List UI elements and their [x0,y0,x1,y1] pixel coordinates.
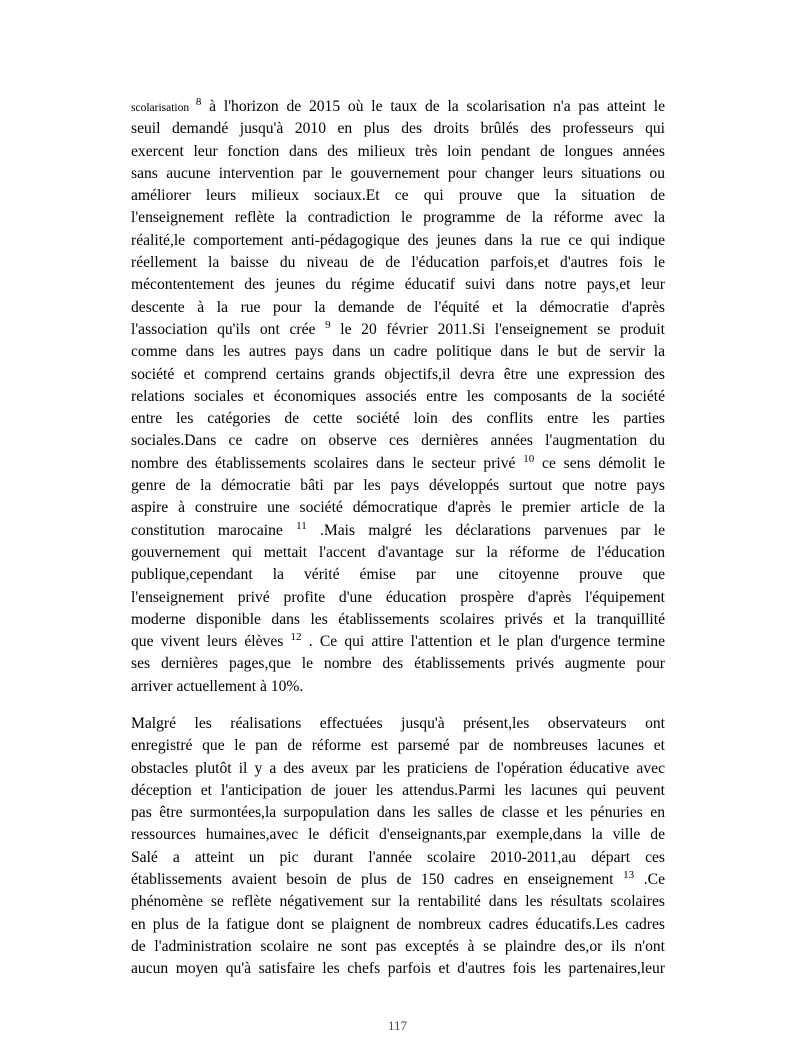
text-line [131,408,665,430]
text-line [131,735,665,757]
text-line [131,713,665,735]
text-segment: en plus de la fatigue dont se plaignent de nombreux cadres éducatifs.Les cadres [131,915,665,933]
text-line [131,958,665,980]
text-segment: scolarisation [131,102,196,114]
text-segment: établissements avaient besoin de plus de 150 cadres en enseignement [131,871,624,889]
text-line [131,430,665,452]
text-line [131,914,665,936]
text-segment: mécontentement des jeunes du régime éducatif suivi dans notre pays,et leur [131,276,665,294]
text-line [131,163,665,185]
text-line [131,869,665,891]
text-segment: améliorer leurs milieux sociaux.Et ce qui prouve que la situation de [131,187,665,205]
text-segment: l'association qu'ils ont crée [131,320,326,338]
text-line [131,780,665,802]
text-line [131,758,665,780]
text-segment: à l'horizon de 2015 où le taux de la scolarisation n'a pas atteint le [201,98,665,115]
text-line [131,364,665,386]
text-segment: que vivent leurs élèves [131,633,291,651]
text-segment: exercent leur fonction dans des milieux très loin pendant de longues années [131,142,665,160]
text-line [131,230,665,252]
text-segment: société et comprend certains grands objectifs,il devra être une expression des [131,365,665,383]
text-line [131,564,665,586]
text-line [131,824,665,846]
text-line [131,475,665,497]
text-segment: . Ce qui attire l'attention et le plan d'urgence termine [301,633,666,651]
text-line [131,847,665,869]
footnote-reference: 12 [290,631,302,644]
text-segment: obstacles plutôt il y a des aveux par les praticiens de l'opération éducative avec [131,759,665,777]
text-segment: relations sociales et économiques associés entre les composants de la société [131,387,665,405]
text-segment: aspire à construire une société démocratique d'après le premier article de la [131,499,665,517]
text-segment: nombre des établissements scolaires dans le secteur privé [131,454,524,472]
text-line [131,297,665,319]
text-segment: gouvernement qui mettait l'accent d'avantage sur la réforme de l'éducation [131,543,665,561]
text-line [131,802,665,824]
text-segment: Salé a atteint un pic durant l'année scolaire 2010-2011,au départ ces [131,848,665,866]
text-segment: enregistré que le pan de réforme est parsemé par de nombreuses lacunes et [131,737,665,755]
text-line [131,609,665,631]
footnote-reference: 11 [296,519,307,532]
text-line [131,96,665,118]
text-segment: descente à la rue pour la demande de l'équité et la démocratie d'après [131,298,665,316]
text-segment: comme dans les autres pays dans un cadre politique dans le but de servir la [131,343,665,361]
text-line [131,453,665,475]
text-segment: de l'administration scolaire ne sont pas exceptés à se plaindre des,or ils n'ont [131,937,665,955]
text-line [131,631,665,653]
page-number: 117 [387,1018,408,1033]
text-segment: entre les catégories de cette société loin des conflits entre les parties [131,410,665,428]
paragraph-1 [131,96,665,698]
text-line [131,936,665,958]
text-line [131,587,665,609]
text-segment: .Ce [634,871,665,889]
text-line [131,141,665,163]
footnote-reference: 10 [523,452,535,465]
text-segment: l'enseignement privé profite d'une éducation prospère d'après l'équipement [131,588,665,606]
text-segment: moderne disponible dans les établissements scolaires privés et la tranquillité [131,610,665,628]
text-line [131,274,665,296]
text-line [131,891,665,913]
text-segment: seuil demandé jusqu'à 2010 en plus des droits brûlés des professeurs qui [131,120,665,138]
text-line [131,207,665,229]
text-segment: genre de la démocratie bâti par les pays développés surtout que notre pays [131,477,665,495]
text-line [131,676,665,698]
footnote-reference: 9 [325,318,331,331]
text-segment: l'enseignement reflète la contradiction le programme de la réforme avec la [131,209,665,227]
text-segment: ses dernières pages,que le nombre des établissements privés augmente pour [131,655,665,673]
text-line [131,653,665,675]
text-line [131,341,665,363]
text-segment: réellement la baisse du niveau de de l'éducation parfois,et d'autres fois le [131,254,665,272]
text-segment: constitution marocaine [131,521,297,539]
text-line [131,118,665,140]
footnote-reference: 13 [623,869,635,882]
text-line [131,542,665,564]
text-line [131,497,665,519]
text-segment: sociales.Dans ce cadre on observe ces dernières années l'augmentation du [131,432,665,450]
text-line [131,185,665,207]
text-line [131,319,665,341]
text-segment: pas être surmontées,la surpopulation dans les salles de classe et les pénuries en [131,804,665,822]
text-segment: phénomène se reflète négativement sur la rentabilité dans les résultats scolaires [131,893,665,911]
text-segment: .Mais malgré les déclarations parvenues par le [306,521,665,539]
paragraph-2 [131,713,665,981]
text-segment: publique,cependant la vérité émise par une citoyenne prouve que [131,566,665,584]
text-segment: aucun moyen qu'à satisfaire les chefs parfois et d'autres fois les partenaires,leur [131,960,665,978]
text-segment: Malgré les réalisations effectuées jusqu'à présent,les observateurs ont [131,715,665,732]
text-line [131,520,665,542]
text-line [131,252,665,274]
text-segment: réalité,le comportement anti-pédagogique des jeunes dans la rue ce qui indique [131,231,665,249]
text-segment: le 20 février 2011.Si l'enseignement se produit [330,320,665,338]
text-segment: ressources humaines,avec le déficit d'enseignants,par exemple,dans la ville de [131,826,665,844]
footnote-reference: 8 [195,96,202,108]
text-segment: arriver actuellement à 10%. [131,677,304,695]
text-line [131,386,665,408]
text-segment: déception et l'anticipation de jouer les attendus.Parmi les lacunes qui peuvent [131,781,665,799]
text-segment: ce sens démolit le [534,454,666,472]
text-segment: sans aucune intervention par le gouvernement pour changer leurs situations ou [131,164,665,182]
